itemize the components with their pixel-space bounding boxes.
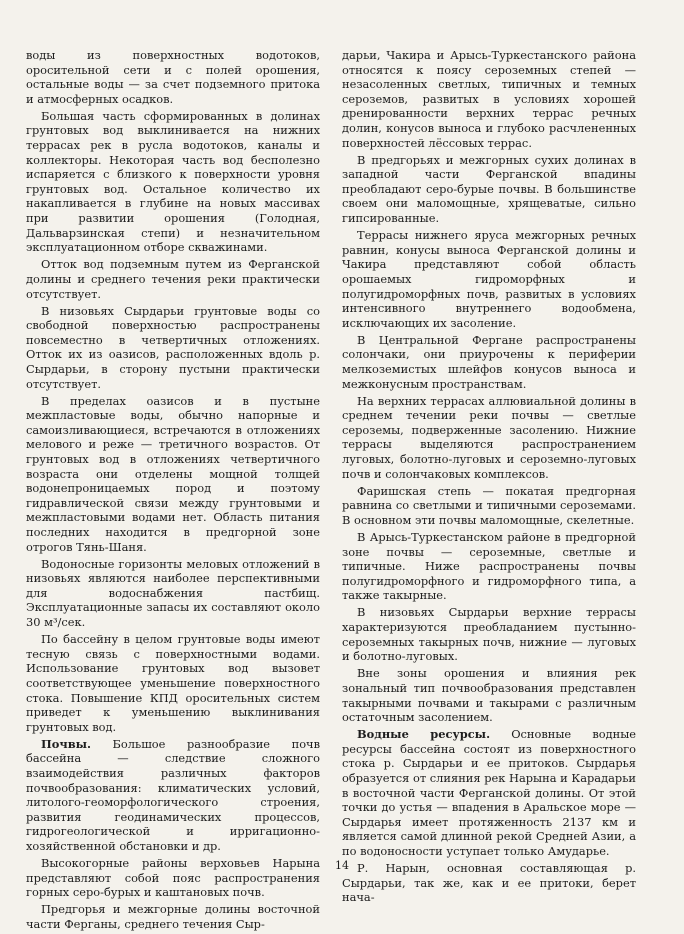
paragraph [342, 727, 636, 858]
paragraph [26, 48, 320, 106]
paragraph [26, 902, 320, 931]
page-number: 14 [335, 859, 349, 872]
paragraph-text: Отток вод подземным путем из Ферганской долины и среднего течения реки практически отсутствует. [26, 257, 320, 301]
paragraph-text: Фаришская степь — покатая предгорная равнина со светлыми и типичными сероземами. В основном эти почвы маломощные, скелетные. [342, 483, 636, 527]
section-heading: Водные ресурсы. [357, 727, 491, 742]
paragraph [342, 153, 636, 226]
paragraph-text: В пределах оазисов и в пустыне межпластовые воды, обычно напорные и самоизливающиеся, встречаются в отложениях мелового и реже — третичного возрастов. От грунтовых вод в отложениях четвертичного возраста они отделены мощной толщей водонепроницаемых пород и поэтому гидравлической связи между грунтовыми и межпластовыми водами нет. Область питания последних находится в предгорной зоне отрогов Тянь-Шаня. [26, 393, 320, 554]
paragraph-text: Вне зоны орошения и влияния рек зональный тип почвообразования представлен такырными почвами и такырами с различным остаточным засолением. [342, 666, 636, 725]
paragraph-text: На верхних террасах аллювиальной долины в среднем течении реки почвы — светлые сероземы, подверженные засолению. Нижние террасы выделяются распространением луговых, болотно-луговых и сероземно-луговых почв и солончаковых комплексов. [342, 393, 636, 481]
paragraph [26, 737, 320, 854]
paragraph-text: Предгорья и межгорные долины восточной части Ферганы, среднего течения Сыр- [26, 902, 320, 931]
paragraph-text: В низовьях Сырдарьи верхние террасы характеризуются преобладанием пустынно-сероземных такырных почв, нижние — луговых и болотно-луговых. [342, 605, 636, 664]
paragraph [342, 605, 636, 663]
right-column [342, 48, 636, 907]
paragraph-text: воды из поверхностных водотоков, оросительной сети и с полей орошения, остальные воды — за счет подземного притока и атмосферных осадков. [26, 48, 320, 106]
paragraph [342, 48, 636, 150]
paragraph [342, 666, 636, 724]
paragraph-text: Большая часть сформированных в долинах грунтовых вод выклинивается на нижних террасах рек в русла водотоков, каналы и коллекторы. Некоторая часть вод бесполезно испаряется с близкого к поверхности уровня грунтовых вод. Остальное количество их накапливается в глубине на новых массивах при развитии орошения (Голодная, Дальварзинская степи) и незначительном эксплуатационном отборе скважинами. [26, 108, 320, 255]
paragraph [26, 394, 320, 555]
paragraph-text: дарьи, Чакира и Арысь-Туркестанского района относятся к поясу сероземных степей — незасоленных светлых, типичных и темных сероземов, развитых в условиях хорошей дренированности верхних террас речных долин, конусов выноса и глубоко расчлененных поверхностей лёссовых террас. [342, 48, 636, 150]
paragraph [342, 530, 636, 603]
paragraph-text: В Арысь-Туркестанском районе в предгорной зоне почвы — сероземные, светлые и типичные. Ниже распространены почвы полугидроморфного и гидроморфного типа, а также такырные. [342, 530, 636, 603]
paragraph [26, 109, 320, 255]
paragraph [342, 394, 636, 482]
paragraph-text: В Центральной Фергане распространены солончаки, они приурочены к периферии мелкоземистых шлейфов конусов выноса и межконусным пространствам. [342, 332, 636, 391]
paragraph [26, 257, 320, 301]
paragraph-text: Р. Нарын, основная составляющая р. Сырдарьи, так же, как и ее притоки, берет нача- [342, 861, 636, 905]
paragraph [26, 304, 320, 392]
paragraph [342, 228, 636, 330]
paragraph-text: Террасы нижнего яруса межгорных речных равнин, конусы выноса Ферганской долины и Чакира представляют собой область орошаемых гидроморфных и полугидроморфных почв, развитых в условиях интенсивного внутреннего водообмена, исключающих их засоление. [342, 228, 636, 330]
paragraph-text: Высокогорные районы верховьев Нарына представляют собой пояс распространения горных серо-бурых и каштановых почв. [26, 856, 320, 900]
paragraph-text: Большое разнообразие почв бассейна — следствие сложного взаимодействия различных факторов почвообразования: климатических условий, литолого-геоморфологического строения, развития геодинамических процессов, гидрогеологической и ирригационно-хозяйственной обстановки и др. [26, 736, 320, 853]
paragraph-text: Основные водные ресурсы бассейна состоят из поверхностного стока р. Сырдарьи и ее притоков. Сырдарья образуется от слияния рек Нарына и Карадарьи в восточной части Ферганской долины. От этой точки до устья — впадения в Аральское море — Сырдарья имеет протяженность 2137 км и является самой длинной рекой Средней Азии, а по водоносности уступает только Амударье. [342, 727, 637, 858]
paragraph [342, 484, 636, 528]
paragraph-text: В предгорьях и межгорных сухих долинах в западной части Ферганской впадины преобладают серо-бурые почвы. В большинстве своем они маломощные, хрящеватые, сильно гипсированные. [342, 152, 636, 226]
paragraph [26, 632, 320, 734]
paragraph [342, 333, 636, 391]
left-column [26, 48, 320, 934]
paragraph-text: По бассейну в целом грунтовые воды имеют тесную связь с поверхностными водами. Использование грунтовых вод вызовет соответствующее уменьшение поверхностного стока. Повышение КПД оросительных систем приведет к уменьшению выклинивания грунтовых вод. [26, 632, 320, 734]
section-heading: Почвы. [41, 736, 91, 751]
paragraph-text: В низовьях Сырдарьи грунтовые воды со свободной поверхностью распространены повсеместно в четвертичных отложениях. Отток их из оазисов, расположенных вдоль р. Сырдарьи, в сторону пустыни практически отсутствует. [26, 303, 320, 391]
paragraph [26, 557, 320, 630]
paragraph-text: Водоносные горизонты меловых отложений в низовьях являются наиболее перспективными для водоснабжения пастбищ. Эксплуатационные запасы их составляют около 30 м³/сек. [26, 556, 320, 630]
